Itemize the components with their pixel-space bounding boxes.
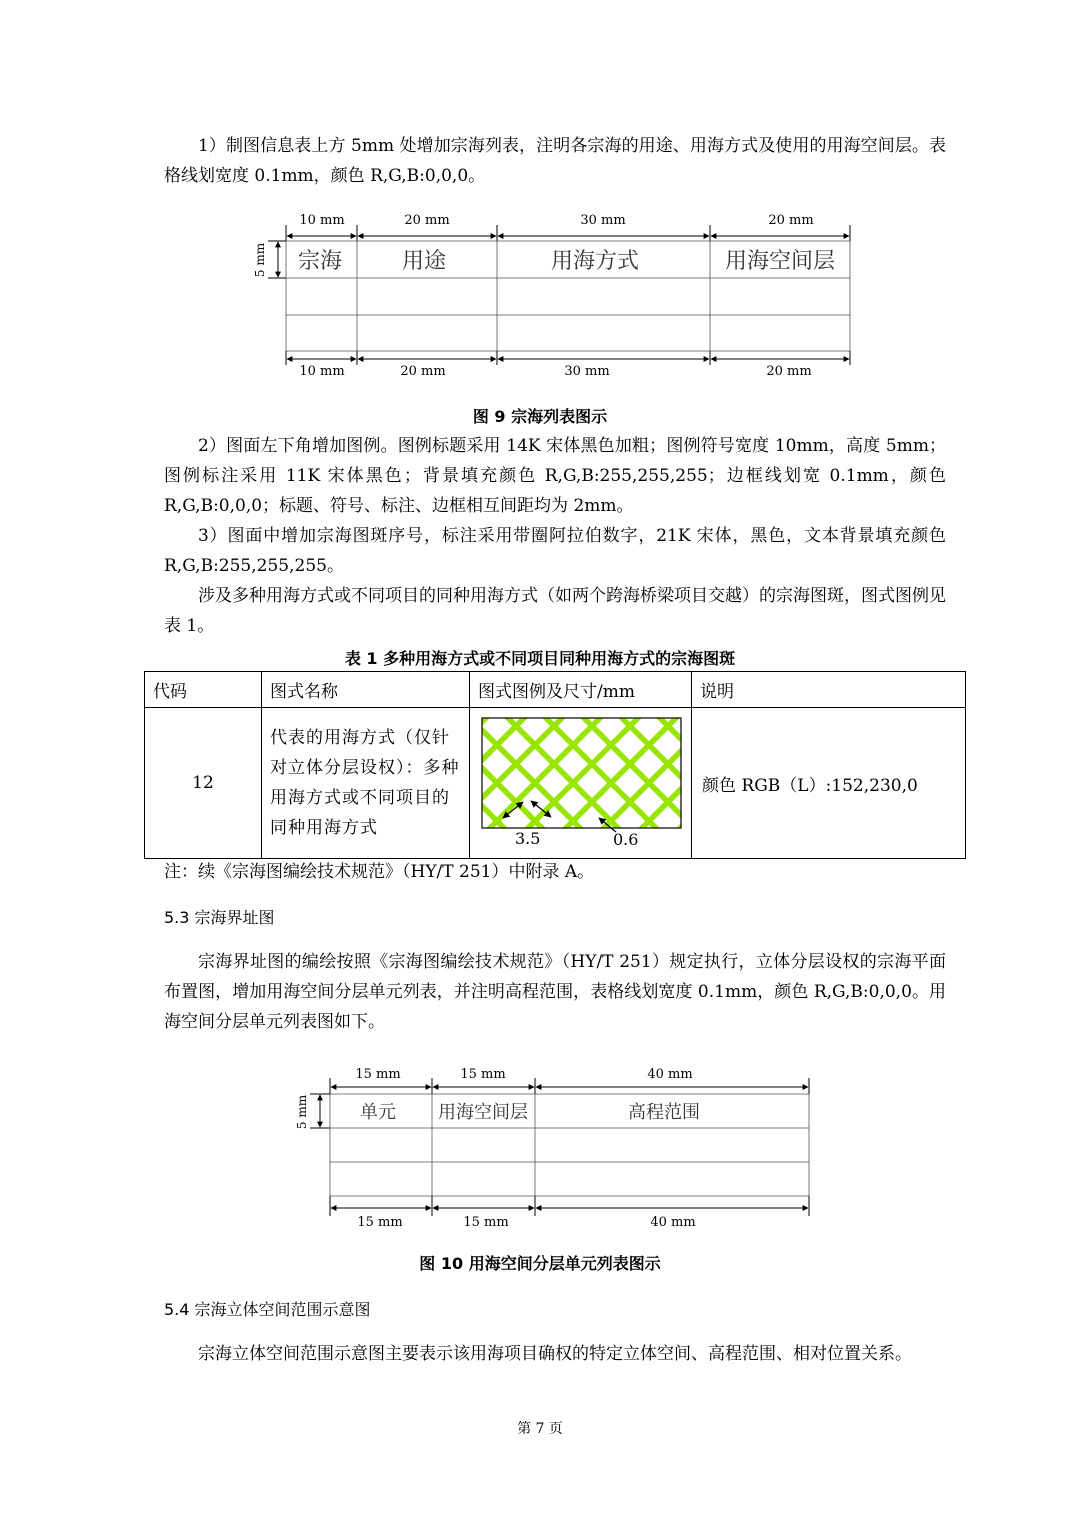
fig9-dim-bottom-1: 10 mm (299, 364, 345, 379)
fig9-dim-bottom-2: 20 mm (400, 364, 446, 379)
figure-10-diagram (290, 1060, 820, 1235)
paragraph-3: 3）图面中增加宗海图斑序号，标注采用带圈阿拉伯数字，21K 宋体，黑色，文本背景填充颜色 R,G,B:255,255,255。 (164, 526, 946, 576)
figure-9-diagram (250, 205, 860, 385)
hatch-dim-width: 0.6 (613, 830, 639, 849)
figure-9-caption: 图 9 宗海列表图示 (472, 407, 608, 426)
figure-10-caption: 图 10 用海空间分层单元列表图示 (419, 1254, 661, 1273)
table-header-legend: 图式图例及尺寸/mm (470, 672, 692, 708)
fig9-header-4: 用海空间层 (724, 249, 836, 274)
hatch-pattern-legend (470, 708, 691, 858)
fig10-dim-top-1: 15 mm (355, 1067, 401, 1082)
fig10-dim-top-2: 15 mm (460, 1067, 506, 1082)
paragraph-5: 宗海界址图的编绘按照《宗海图编绘技术规范》（HY/T 251）规定执行，立体分层设权的宗海平面布置图，增加用海空间分层单元列表，并注明高程范围，表格线划宽度 0.1mm，颜色 R,G,B:0,0,0。用海空间分层单元列表图如下。 (164, 952, 946, 1032)
fig9-header-1: 宗海 (297, 249, 343, 274)
table-note: 注：续《宗海图编绘技术规范》（HY/T 251）中附录 A。 (164, 862, 595, 882)
hatch-line (650, 708, 691, 858)
section-5-3-heading: 5.3 宗海界址图 (164, 908, 275, 927)
table-cell-legend (470, 708, 692, 859)
fig9-dim-top-4: 20 mm (768, 213, 814, 228)
paragraph-2: 2）图面左下角增加图例。图例标题采用 14K 宋体黑色加粗；图例符号宽度 10mm，高度 5mm；图例标注采用 11K 宋体黑色；背景填充颜色 R,G,B:255,255,255；边框线划宽 0.1mm，颜色 R,G,B:0,0,0；标题、符号、标注、边框相互间距均为 2mm。 (164, 436, 946, 516)
fig9-dim-top-2: 20 mm (404, 213, 450, 228)
table-1 (144, 671, 966, 859)
hatch-line (688, 708, 691, 858)
paragraph-6: 宗海立体空间范围示意图主要表示该用海项目确权的特定立体空间、高程范围、相对位置关系。 (198, 1344, 912, 1364)
fig10-dim-bottom-1: 15 mm (357, 1215, 403, 1230)
fig10-dim-bottom-2: 15 mm (463, 1215, 509, 1230)
table-1-caption: 表 1 多种用海方式或不同项目同种用海方式的宗海图斑 (344, 649, 736, 668)
fig10-dim-bottom-3: 40 mm (650, 1215, 696, 1230)
fig10-height-label: 5 mm (295, 1094, 309, 1130)
paragraph-1: 1）制图信息表上方 5mm 处增加宗海列表，注明各宗海的用途、用海方式及使用的用海空间层。表格线划宽度 0.1mm，颜色 R,G,B:0,0,0。 (164, 136, 946, 186)
table-cell-code: 12 (145, 708, 262, 859)
fig9-header-3: 用海方式 (550, 249, 640, 274)
section-5-4-heading: 5.4 宗海立体空间范围示意图 (164, 1300, 371, 1319)
fig10-header-1: 单元 (360, 1102, 396, 1123)
fig9-dim-top-3: 30 mm (580, 213, 626, 228)
table-cell-name: 代表的用海方式（仅针对立体分层设权）：多种用海方式或不同项目的同种用海方式 (262, 708, 470, 859)
table-header-desc: 说明 (692, 672, 966, 708)
fig10-header-2: 用海空间层 (438, 1102, 528, 1123)
hatch-line (688, 708, 691, 858)
fig9-dim-bottom-3: 30 mm (564, 364, 610, 379)
fig9-dim-top-1: 10 mm (299, 213, 345, 228)
fig9-height-label: 5 mm (253, 242, 267, 278)
table-header-row (145, 672, 966, 708)
hatch-dim-spacing: 3.5 (515, 829, 541, 848)
table-row (145, 708, 966, 859)
fig9-header-2: 用途 (401, 249, 447, 274)
page-number: 第 7 页 (517, 1421, 563, 1437)
fig10-dim-top-3: 40 mm (647, 1067, 693, 1082)
table-header-name: 图式名称 (262, 672, 470, 708)
table-header-code: 代码 (145, 672, 262, 708)
table-cell-desc: 颜色 RGB（L）:152,230,0 (692, 708, 966, 859)
paragraph-4: 涉及多种用海方式或不同项目的同种用海方式（如两个跨海桥梁项目交越）的宗海图斑，图式图例见表 1。 (164, 586, 946, 636)
fig10-header-3: 高程范围 (628, 1102, 700, 1123)
fig9-dim-bottom-4: 20 mm (766, 364, 812, 379)
